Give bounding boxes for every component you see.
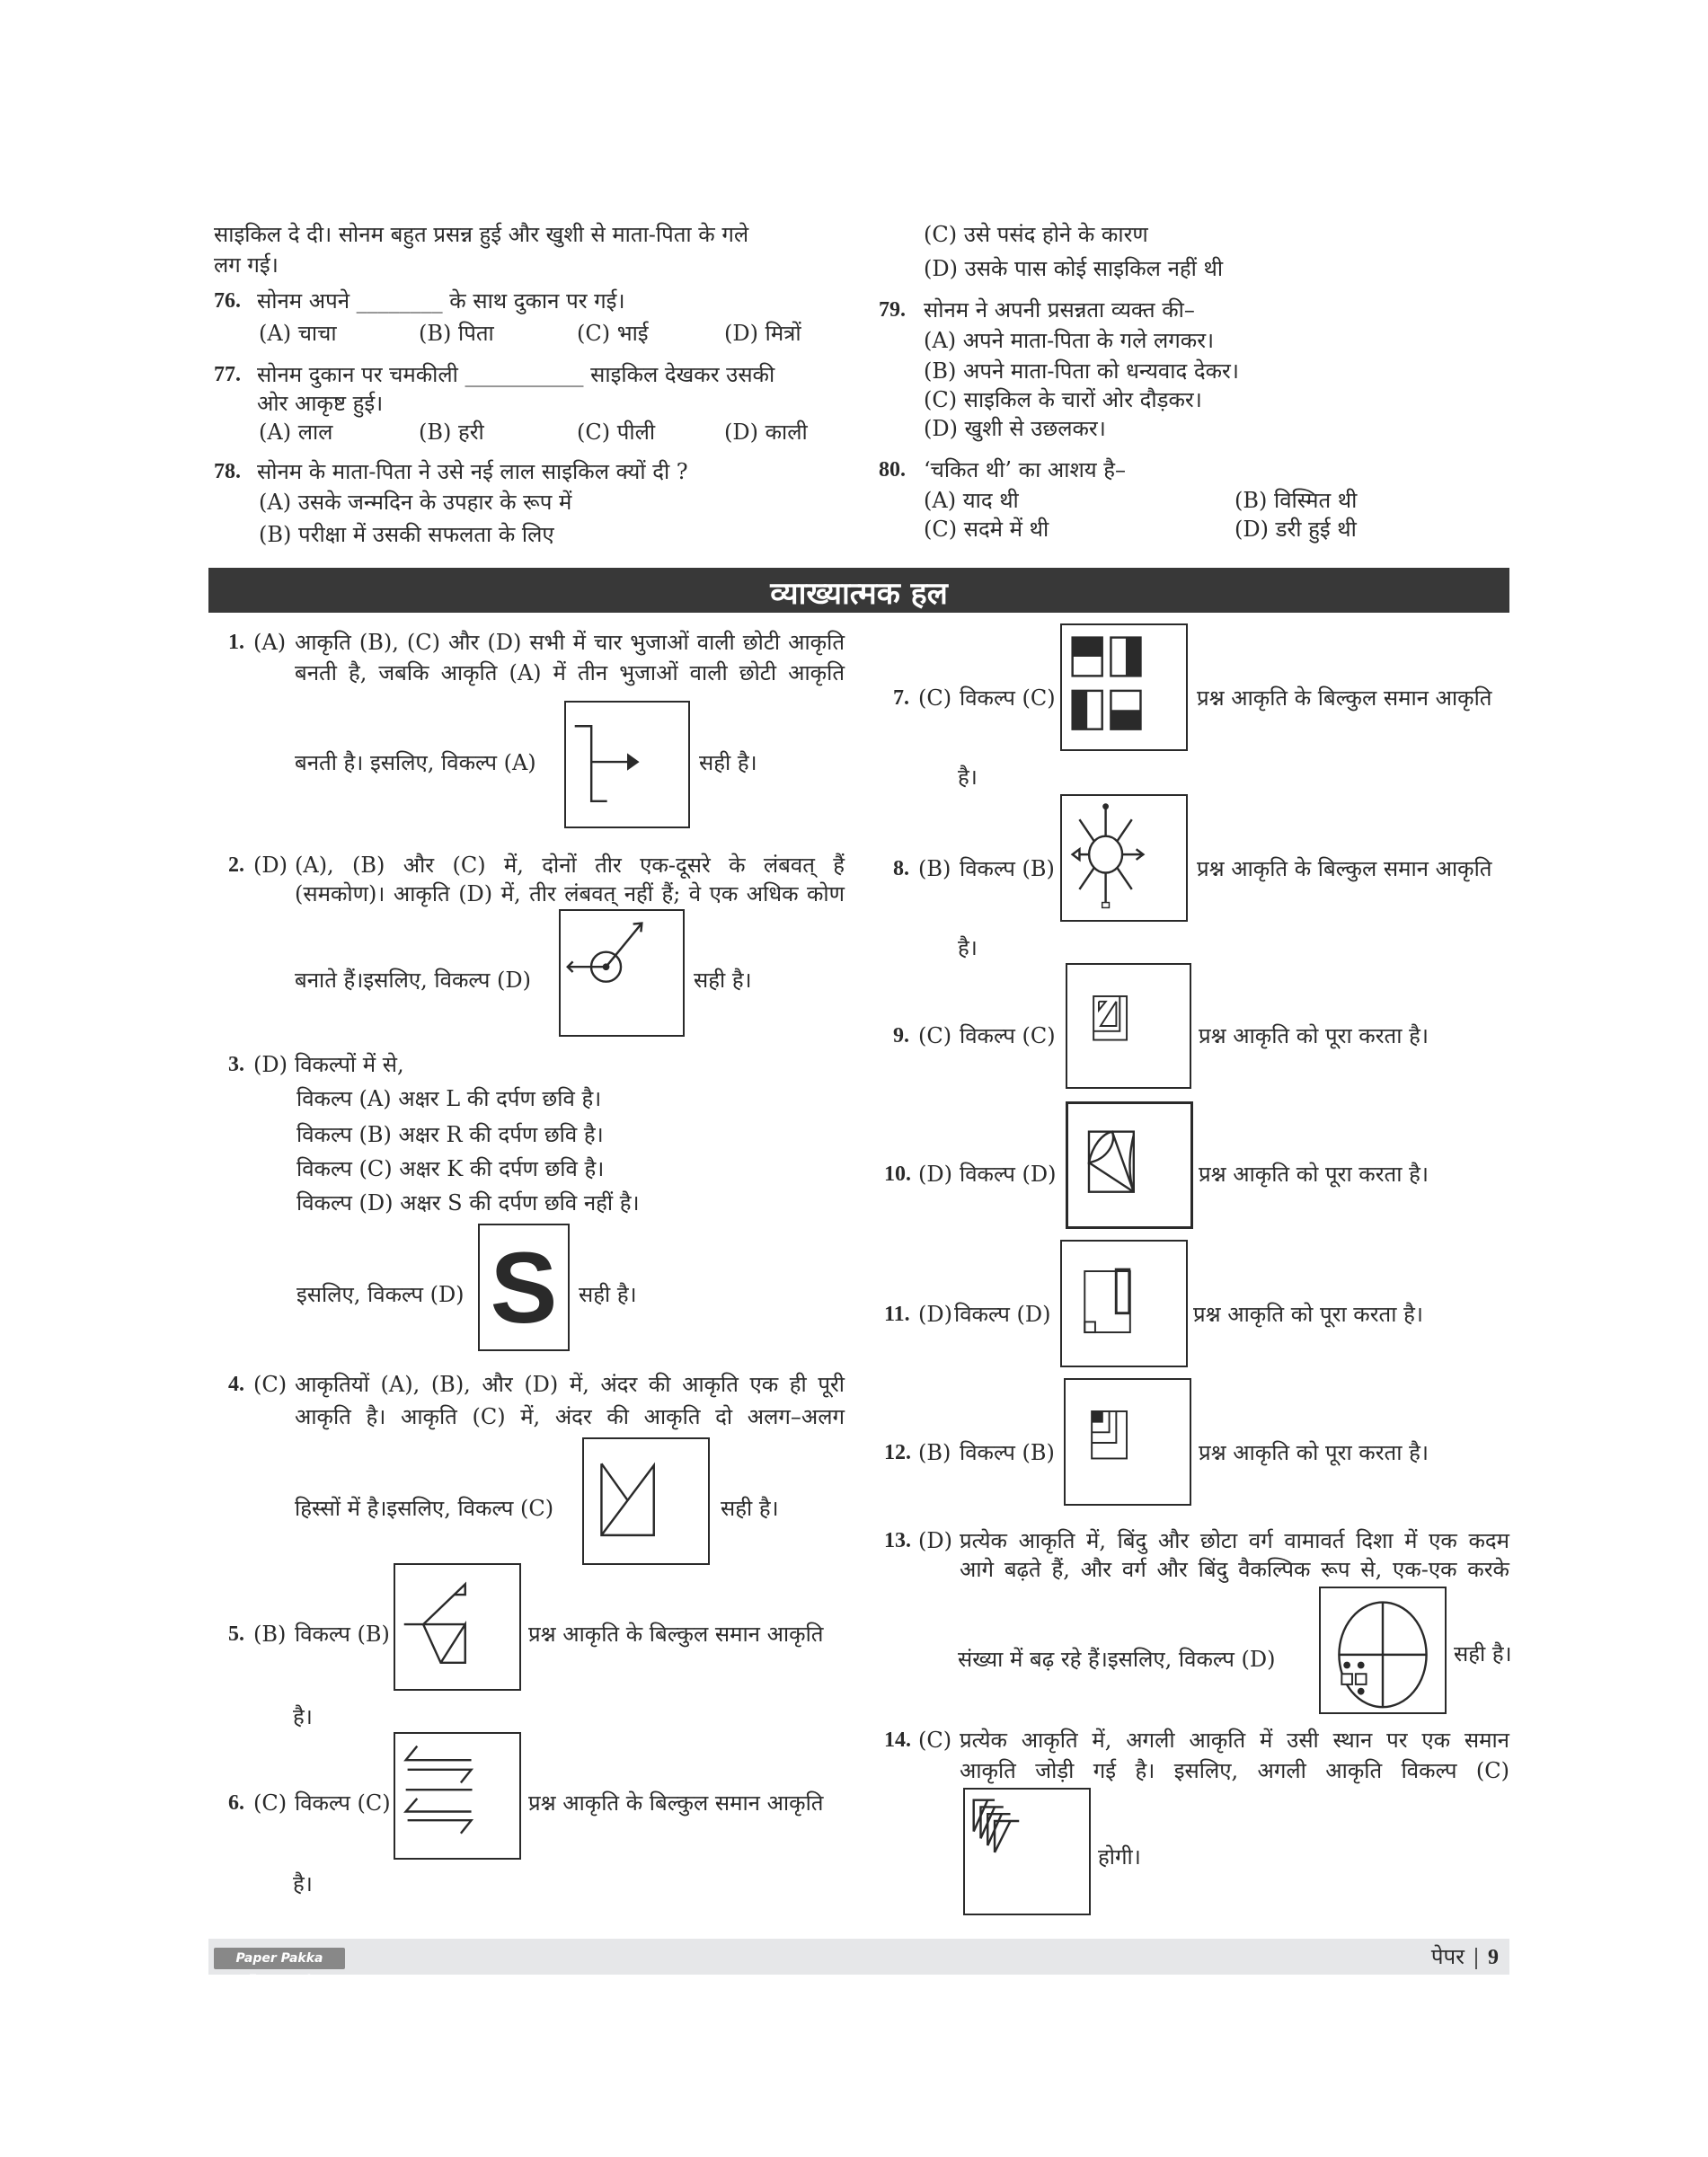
solution-text: बनती है। इसलिए, विकल्प (A) — [295, 750, 536, 775]
solution-answer: (B) — [918, 856, 951, 881]
solution-text: विकल्प (D) — [960, 1162, 1057, 1187]
solution-answer: (C) — [918, 1728, 952, 1753]
question-number: 79. — [879, 298, 906, 322]
passage-line: लग गई। — [214, 252, 279, 278]
solution-text: विकल्प (C) — [960, 685, 1056, 711]
answer-figure — [559, 909, 685, 1037]
solution-number: 10. — [884, 1162, 911, 1186]
solution-number: 4. — [228, 1373, 244, 1396]
solution-text: विकल्प (D) — [954, 1302, 1051, 1327]
solution-text: आकृतियों (A), (B), और (D) में, अंदर की आकृति एक ही पूरी — [295, 1372, 845, 1397]
quartered-circle-figure — [1321, 1588, 1445, 1712]
split-triangle-figure — [584, 1439, 708, 1563]
square-with-bar-figure — [1062, 1242, 1186, 1366]
solution-answer: (C) — [253, 1372, 288, 1397]
solution-number: 14. — [884, 1728, 911, 1752]
question-text: ओर आकृष्ट हुई। — [257, 391, 384, 416]
solution-answer: (A) — [253, 630, 287, 655]
solution-text: संख्या में बढ़ रहे हैं।इसलिए, विकल्प (D) — [958, 1647, 1276, 1672]
answer-figure — [582, 1437, 710, 1565]
solution-text: प्रत्येक आकृति में, बिंदु और छोटा वर्ग वामावर्त दिशा में एक कदम — [960, 1528, 1509, 1553]
solution-text: विकल्प (C) — [960, 1023, 1056, 1048]
solution-text: सही है। — [699, 750, 757, 775]
answer-figure — [1060, 794, 1188, 922]
solution-number: 8. — [893, 857, 909, 880]
question-number: 78. — [214, 460, 241, 483]
solution-answer: (D) — [253, 1052, 288, 1077]
question-number: 80. — [879, 458, 906, 482]
solution-text: प्रश्न आकृति को पूरा करता है। — [1199, 1440, 1429, 1465]
solution-number: 2. — [228, 853, 244, 877]
solution-text: सही है। — [721, 1496, 779, 1521]
option[interactable]: (C) साइकिल के चारों ओर दौड़कर। — [924, 387, 1202, 412]
solution-text: हिस्सों में है।इसलिए, विकल्प (C) — [295, 1496, 554, 1521]
section-header — [208, 568, 1509, 613]
solution-text: प्रश्न आकृति को पूरा करता है। — [1199, 1162, 1429, 1187]
option[interactable]: (D) उसके पास कोई साइकिल नहीं थी — [924, 256, 1224, 281]
solution-text: (A), (B) और (C) में, दोनों तीर एक-दूसरे के लंबवत् हैं — [295, 853, 845, 878]
solution-text: आगे बढ़ते हैं, और वर्ग और बिंदु वैकल्पिक रूप से, एक-एक करके — [960, 1557, 1509, 1582]
solution-answer: (D) — [918, 1302, 952, 1327]
answer-figure — [478, 1224, 570, 1351]
solution-text: आकृति है। आकृति (C) में, अंदर की आकृति दो अलग–अलग — [295, 1404, 845, 1429]
solution-number: 7. — [893, 686, 909, 710]
question-text: ‘चकित थी’ का आशय है– — [924, 457, 1127, 482]
solution-text: सही है। — [694, 968, 752, 993]
option[interactable]: (D) मित्रों — [724, 321, 801, 346]
letter-s-figure: S — [490, 1232, 558, 1344]
question-number: 76. — [214, 289, 241, 313]
nested-corners-figure — [1066, 1380, 1190, 1504]
option[interactable]: (A) चाचा — [259, 321, 337, 346]
solution-number: 13. — [884, 1529, 911, 1552]
solution-number: 6. — [228, 1791, 244, 1815]
option[interactable]: (D) डरी हुई थी — [1235, 517, 1357, 542]
solution-text: प्रश्न आकृति के बिल्कुल समान आकृति — [1197, 856, 1492, 881]
solution-number: 11. — [884, 1303, 910, 1326]
option[interactable]: (C) उसे पसंद होने के कारण — [924, 222, 1148, 247]
question-text: सोनम दुकान पर चमकीली ___________ साइकिल देखकर उसकी — [257, 362, 775, 387]
solution-number: 1. — [228, 631, 244, 654]
solution-text: आकृति (B), (C) और (D) सभी में चार भुजाओं वाली छोटी आकृति — [295, 630, 845, 655]
question-text: सोनम के माता-पिता ने उसे नई लाल साइकिल क्यों दी ? — [257, 459, 688, 484]
answer-figure — [1060, 1240, 1188, 1367]
option[interactable]: (B) अपने माता-पिता को धन्यवाद देकर। — [924, 358, 1239, 384]
answer-figure — [1066, 1101, 1193, 1229]
solution-text: विकल्प (B) — [960, 1440, 1055, 1465]
option[interactable]: (C) सदमे में थी — [924, 517, 1049, 542]
option[interactable]: (A) याद थी — [924, 488, 1019, 513]
solution-text: प्रश्न आकृति के बिल्कुल समान आकृति — [528, 1790, 824, 1816]
option[interactable]: (B) पिता — [419, 321, 494, 346]
solution-answer: (D) — [253, 853, 288, 878]
shaded-squares-figure — [1062, 625, 1186, 749]
solution-text: है। — [958, 935, 978, 960]
solution-text: है। — [293, 1704, 313, 1729]
solution-answer: (C) — [253, 1790, 288, 1816]
answer-figure — [394, 1563, 521, 1691]
solution-text: प्रत्येक आकृति में, अगली आकृति में उसी स्थान पर एक समान — [960, 1728, 1509, 1753]
option[interactable]: (B) विस्मित थी — [1235, 488, 1358, 513]
solution-answer: (D) — [918, 1528, 952, 1553]
solution-number: 9. — [893, 1024, 909, 1048]
solution-answer: (D) — [918, 1162, 952, 1187]
solution-text: विकल्प (B) अक्षर R की दर्पण छवि है। — [296, 1122, 604, 1147]
question-number: 77. — [214, 363, 241, 386]
sun-rays-figure — [1062, 796, 1186, 920]
solution-text: होगी। — [1098, 1844, 1141, 1870]
option[interactable]: (D) काली — [724, 420, 808, 445]
solution-answer: (B) — [253, 1622, 287, 1647]
solution-text: प्रश्न आकृति को पूरा करता है। — [1199, 1023, 1429, 1048]
solution-text: है। — [958, 765, 978, 790]
solution-text: प्रश्न आकृति के बिल्कुल समान आकृति — [528, 1622, 824, 1647]
option[interactable]: (B) हरी — [419, 420, 484, 445]
option[interactable]: (C) पीली — [577, 420, 656, 445]
footer-label: पेपर — [1430, 1944, 1465, 1969]
kite-shape-figure — [395, 1565, 519, 1689]
section-title: व्याख्यात्मक हल — [770, 576, 948, 612]
stacked-hooks-figure — [965, 1790, 1089, 1914]
question-text: सोनम अपने ________ के साथ दुकान पर गई। — [257, 288, 625, 314]
solution-answer: (C) — [918, 685, 952, 711]
solution-text: विकल्प (A) अक्षर L की दर्पण छवि है। — [296, 1086, 602, 1111]
solution-text: है। — [293, 1871, 313, 1896]
option[interactable]: (A) उसके जन्मदिन के उपहार के रूप में — [259, 490, 572, 515]
solution-text: विकल्प (B) — [960, 856, 1055, 881]
solution-text: विकल्प (D) अक्षर S की दर्पण छवि नहीं है। — [296, 1190, 640, 1216]
option[interactable]: (B) परीक्षा में उसकी सफलता के लिए — [259, 522, 554, 547]
option[interactable]: (A) लाल — [259, 420, 333, 445]
parallel-arrows-figure — [395, 1734, 519, 1858]
option[interactable]: (A) अपने माता-पिता के गले लगकर। — [924, 328, 1215, 353]
solution-number: 12. — [884, 1441, 911, 1464]
solution-text: प्रश्न आकृति को पूरा करता है। — [1193, 1302, 1423, 1327]
solution-text: सही है। — [1454, 1641, 1512, 1666]
question-text: सोनम ने अपनी प्रसन्नता व्यक्त की– — [924, 297, 1195, 323]
solution-text: विकल्प (B) — [295, 1622, 390, 1647]
nested-square-triangle-figure — [1067, 965, 1190, 1087]
answer-figure — [564, 701, 690, 828]
solution-number: 5. — [228, 1622, 244, 1646]
option[interactable]: (D) खुशी से उछलकर। — [924, 416, 1106, 441]
solution-text: विकल्पों में से, — [295, 1052, 404, 1077]
solution-text: बनाते हैं।इसलिए, विकल्प (D) — [295, 968, 531, 993]
solution-text: सही है। — [579, 1282, 637, 1307]
solution-text: (समकोण)। आकृति (D) में, तीर लंबवत् नहीं हैं; वे एक अधिक कोण — [295, 881, 845, 906]
answer-figure — [1319, 1587, 1447, 1714]
answer-figure — [1066, 963, 1191, 1089]
leaf-in-square-figure — [1068, 1104, 1190, 1226]
circle-arrows-figure — [561, 911, 683, 1035]
answer-figure — [394, 1732, 521, 1860]
solution-answer: (B) — [918, 1440, 951, 1465]
solution-text: विकल्प (C) अक्षर K की दर्पण छवि है। — [296, 1156, 605, 1181]
answer-figure — [1064, 1378, 1191, 1506]
solution-number: 3. — [228, 1053, 244, 1076]
answer-figure — [1060, 623, 1188, 751]
footer-divider — [1475, 1948, 1477, 1969]
page-number: 9 — [1488, 1946, 1499, 1969]
page-indicator — [1431, 1942, 1499, 1972]
solution-text: आकृति जोड़ी गई है। इसलिए, अगली आकृति विकल्प (C) — [960, 1758, 1509, 1783]
solution-answer: (C) — [918, 1023, 952, 1048]
arrow-branch-figure — [566, 703, 688, 827]
publisher-logo: Paper Pakka Faasega! — [214, 1948, 345, 1969]
option[interactable]: (C) भाई — [577, 321, 649, 346]
answer-figure — [963, 1788, 1091, 1915]
solution-text: बनती है, जबकि आकृति (A) में तीन भुजाओं वाली छोटी आकृति — [295, 660, 845, 685]
passage-line: साइकिल दे दी। सोनम बहुत प्रसन्न हुई और खुशी से माता-पिता के गले — [214, 222, 749, 247]
solution-text: प्रश्न आकृति के बिल्कुल समान आकृति — [1197, 685, 1492, 711]
page-footer — [208, 1939, 1509, 1987]
solution-text: इसलिए, विकल्प (D) — [296, 1282, 465, 1307]
solution-text: विकल्प (C) — [295, 1790, 391, 1816]
